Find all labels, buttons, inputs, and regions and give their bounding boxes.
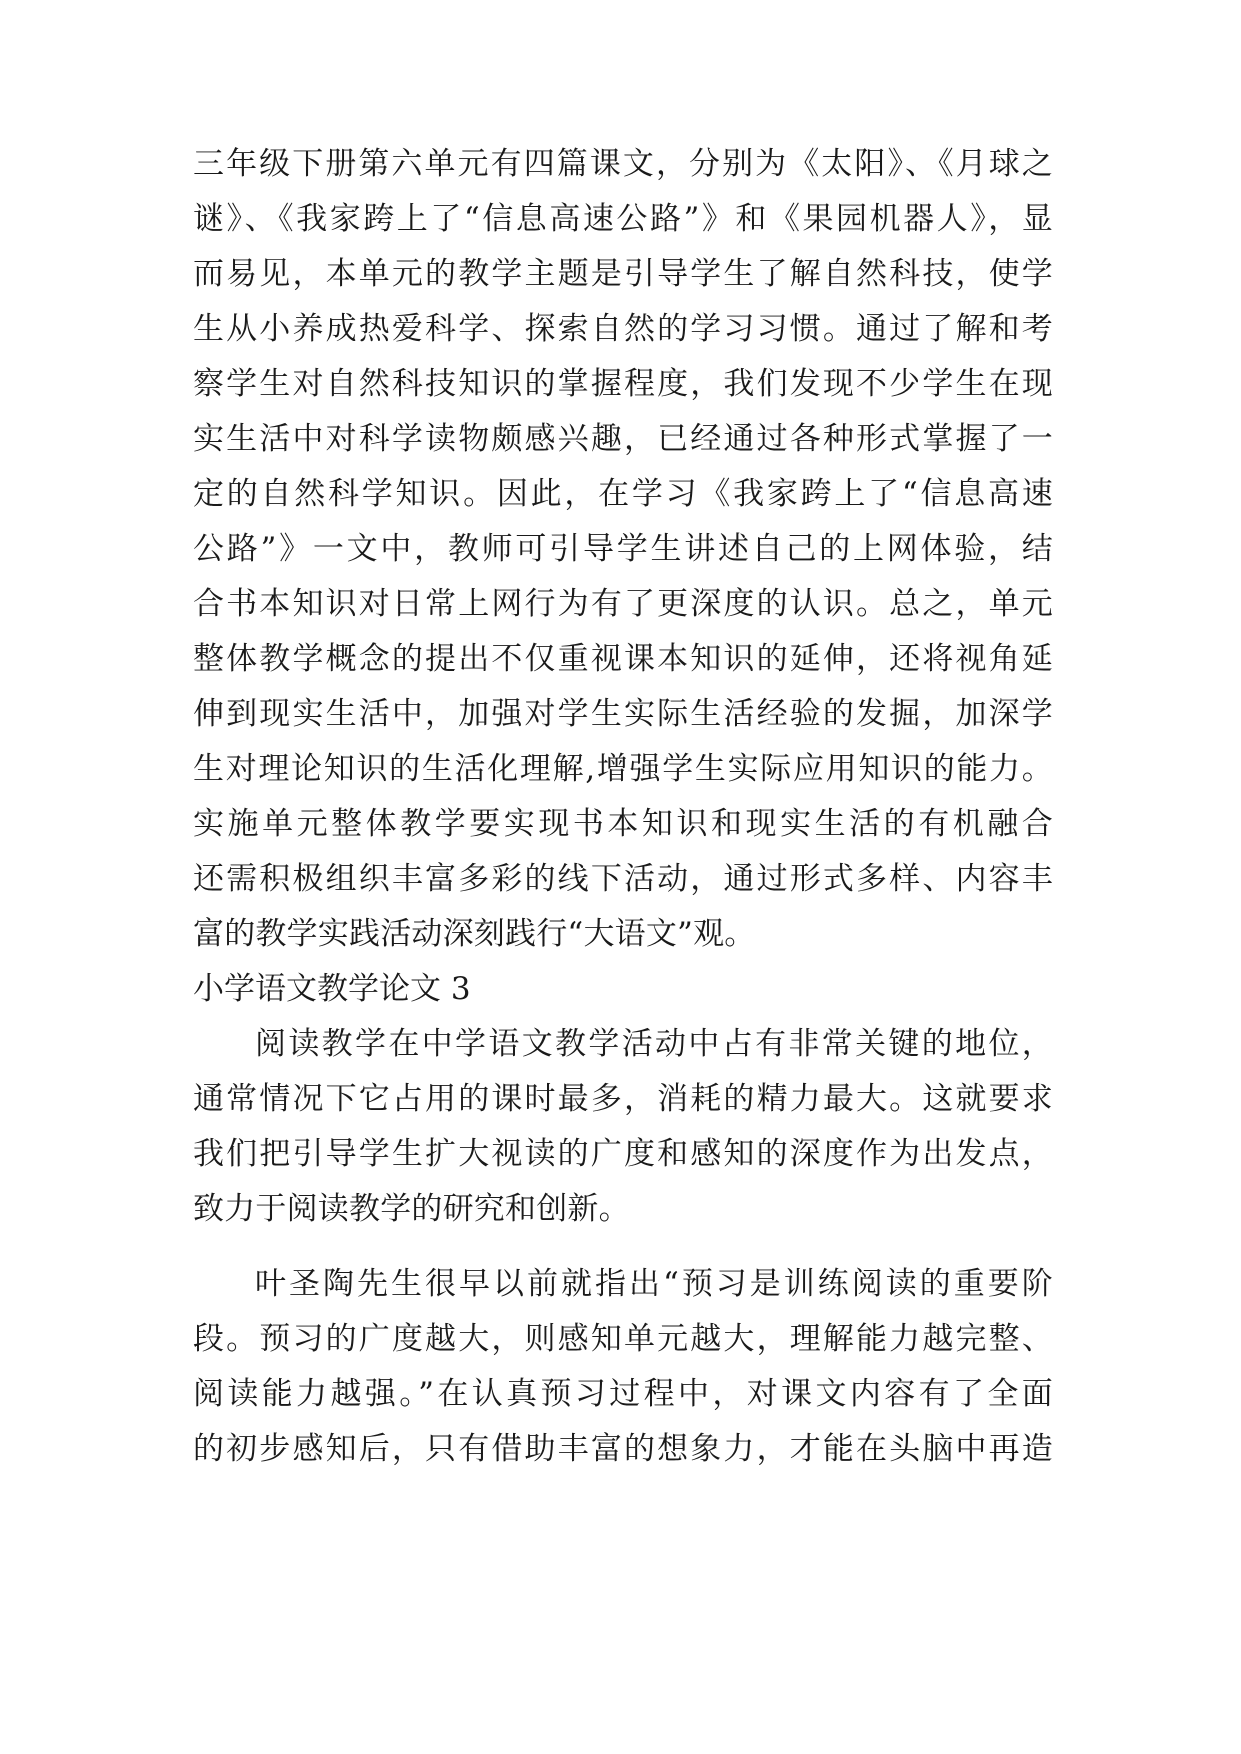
text-line: 察学生对自然科技知识的掌握程度，我们发现不少学生在现 [193,366,1053,402]
text-line: 谜》、《我家跨上了“信息高速公路”》和《果园机器人》，显 [193,201,1053,237]
text-line: 定的自然科学知识。因此，在学习《我家跨上了“信息高速 [193,476,1053,512]
text-line: 生对理论知识的生活化理解,增强学生实际应用知识的能力。 [193,751,1053,787]
paragraph-first-line: 阅读教学在中学语文教学活动中占有非常关键的地位， [255,1026,1053,1062]
text-line: 整体教学概念的提出不仅重视课本知识的延伸，还将视角延 [193,641,1053,677]
section-heading: 小学语文教学论文 3 [193,971,471,1007]
text-line: 而易见，本单元的教学主题是引导学生了解自然科技，使学 [193,256,1053,292]
text-line: 实施单元整体教学要实现书本知识和现实生活的有机融合 [193,806,1053,842]
text-line-last: 富的教学实践活动深刻践行“大语文”观。 [193,916,756,952]
text-line: 合书本知识对日常上网行为有了更深度的认识。总之，单元 [193,586,1053,622]
text-line: 伸到现实生活中，加强对学生实际生活经验的发掘，加深学 [193,696,1053,732]
paragraph-first-line: 叶圣陶先生很早以前就指出“预习是训练阅读的重要阶 [255,1266,1053,1302]
text-line: 的初步感知后，只有借助丰富的想象力，才能在头脑中再造 [193,1431,1053,1467]
text-line-last: 致力于阅读教学的研究和创新。 [193,1191,630,1227]
text-line: 生从小养成热爱科学、探索自然的学习习惯。通过了解和考 [193,311,1053,347]
text-line: 通常情况下它占用的课时最多，消耗的精力最大。这就要求 [193,1081,1053,1117]
text-line: 我们把引导学生扩大视读的广度和感知的深度作为出发点， [193,1136,1053,1172]
text-line: 还需积极组织丰富多彩的线下活动，通过形式多样、内容丰 [193,861,1053,897]
text-line: 三年级下册第六单元有四篇课文，分别为《太阳》、《月球之 [193,146,1053,182]
text-line: 公路”》一文中，教师可引导学生讲述自己的上网体验，结 [193,531,1053,567]
text-line: 段。预习的广度越大，则感知单元越大，理解能力越完整、 [193,1321,1053,1357]
text-line: 阅读能力越强。”在认真预习过程中，对课文内容有了全面 [193,1376,1053,1412]
text-line: 实生活中对科学读物颇感兴趣，已经通过各种形式掌握了一 [193,421,1053,457]
